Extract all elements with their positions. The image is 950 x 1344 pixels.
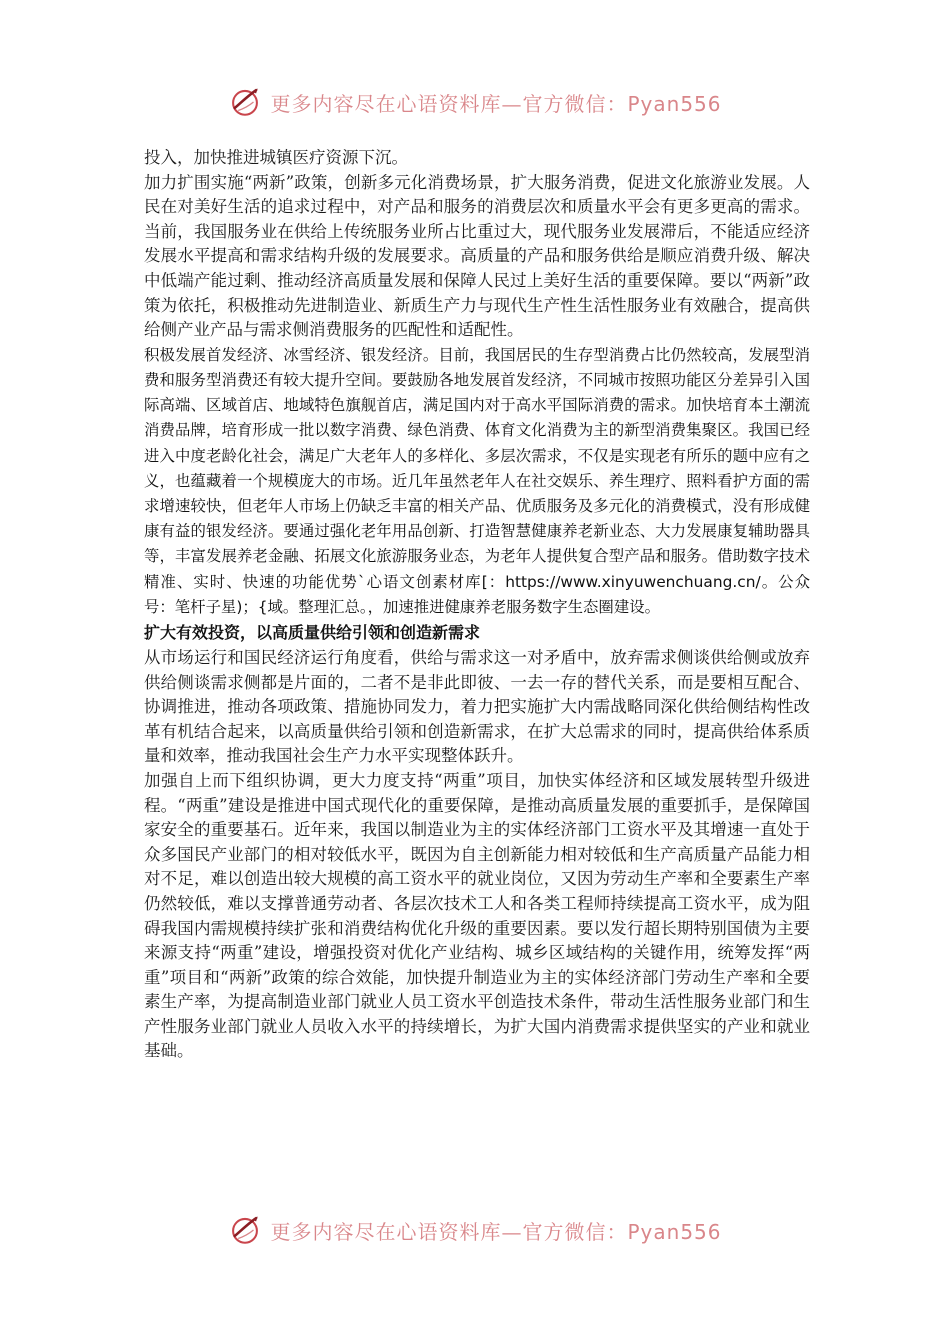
- banner-wechat-id: Pyan556: [627, 91, 722, 116]
- banner-text: 更多内容尽在心语资料库—官方微信：Pyan556: [270, 1219, 722, 1244]
- section-heading: 扩大有效投资，以高质量供给引领和创造新需求: [144, 622, 481, 642]
- document-body: [144, 146, 810, 1064]
- paragraph-2: 加力扩围实施“两新”政策，创新多元化消费场景，扩大服务消费，促进文化旅游业发展。人民在对美好生活的追求过程中，对产品和服务的消费层次和质量水平会有更多更高的需求。当前，我国服务业在供给上传统服务业所占比重过大，现代服务业发展滞后，不能适应经济发展水平提高和需求结构升级的发展要求。高质量的产品和服务供给是顺应消费升级、解决中低端产能过剩、推动经济高质量发展和保障人民过上美好生活的重要保障。要以“两新”政策为依托，积极推动先进制造业、新质生产力与现代生产性生活性服务业有效融合，提高供给侧产业产品与需求侧消费服务的匹配性和适配性。: [144, 172, 810, 340]
- paragraph-5: 加强自上而下组织协调，更大力度支持“两重”项目，加快实体经济和区域发展转型升级进程。“两重”建设是推进中国式现代化的重要保障，是推动高质量发展的重要抓手，是保障国家安全的重要基石。近年来，我国以制造业为主的实体经济部门工资水平及其增速一直处于众多国民产业部门的相对较低水平，既因为自主创新能力相对较低和生产高质量产品能力相对不足，难以创造出较大规模的高工资水平的就业岗位，又因为劳动生产率和全要素生产率仍然较低，难以支撑普通劳动者、各层次技术工人和各类工程师持续提高工资水平，成为阻碍我国内需规模持续扩张和消费结构优化升级的重要因素。要以发行超长期特别国债为主要来源支持“两重”建设，增强投资对优化产业结构、城乡区域结构的关键作用，统筹发挥“两重”项目和“两新”政策的综合效能，加快提升制造业为主的实体经济部门劳动生产率和全要素生产率，为提高制造业部门就业人员工资水平创造技术条件，带动生活性服务业部门和生产性服务业部门就业人员收入水平的持续增长，为扩大国内消费需求提供坚实的产业和就业基础。: [144, 770, 810, 1061]
- pen-circle-logo-icon: [228, 85, 262, 119]
- footer-banner: [0, 1210, 950, 1250]
- paragraph-1: 投入，加快推进城镇医疗资源下沉。: [144, 148, 408, 167]
- header-banner: [0, 82, 950, 122]
- banner-wechat-id: Pyan556: [627, 1219, 722, 1244]
- pen-circle-logo-icon: [228, 1213, 262, 1247]
- banner-text: 更多内容尽在心语资料库—官方微信：Pyan556: [270, 91, 722, 116]
- paragraph-3: 积极发展首发经济、冰雪经济、银发经济。目前，我国居民的生存型消费占比仍然较高，发展型消费和服务型消费还有较大提升空间。要鼓励各地发展首发经济，不同城市按照功能区分差异引入国际高端、区域首店、地域特色旗舰首店，满足国内对于高水平国际消费的需求。加快培育本土潮流消费品牌，培育形成一批以数字消费、绿色消费、体育文化消费为主的新型消费集聚区。我国已经进入中度老龄化社会，满足广大老年人的多样化、多层次需求，不仅是实现老有所乐的题中应有之义，也蕴藏着一个规模庞大的市场。近几年虽然老年人在社交娱乐、养生理疗、照料看护方面的需求增速较快，但老年人市场上仍缺乏丰富的相关产品、优质服务及多元化的消费模式，没有形成健康有益的银发经济。要通过强化老年用品创新、打造智慧健康养老新业态、大力发展康复辅助器具等，丰富发展养老金融、拓展文化旅游服务业态，为老年人提供复合型产品和服务。借助数字技术精准、实时、快速的功能优势`心语文创素材库[：https://www.xinyuwenchuang.cn/。公众号：笔杆子星)；{域。整理汇总。，加速推进健康养老服务数字生态圈建设。: [144, 345, 810, 616]
- paragraph-4: 从市场运行和国民经济运行角度看，供给与需求这一对矛盾中，放弃需求侧谈供给侧或放弃供给侧谈需求侧都是片面的，二者不是非此即彼、一去一存的替代关系，而是要相互配合、协调推进，推动各项政策、措施协同发力，着力把实施扩大内需战略同深化供给侧结构性改革有机结合起来，以高质量供给引领和创造新需求，在扩大总需求的同时，提高供给体系质量和效率，推动我国社会生产力水平实现整体跃升。: [144, 647, 810, 766]
